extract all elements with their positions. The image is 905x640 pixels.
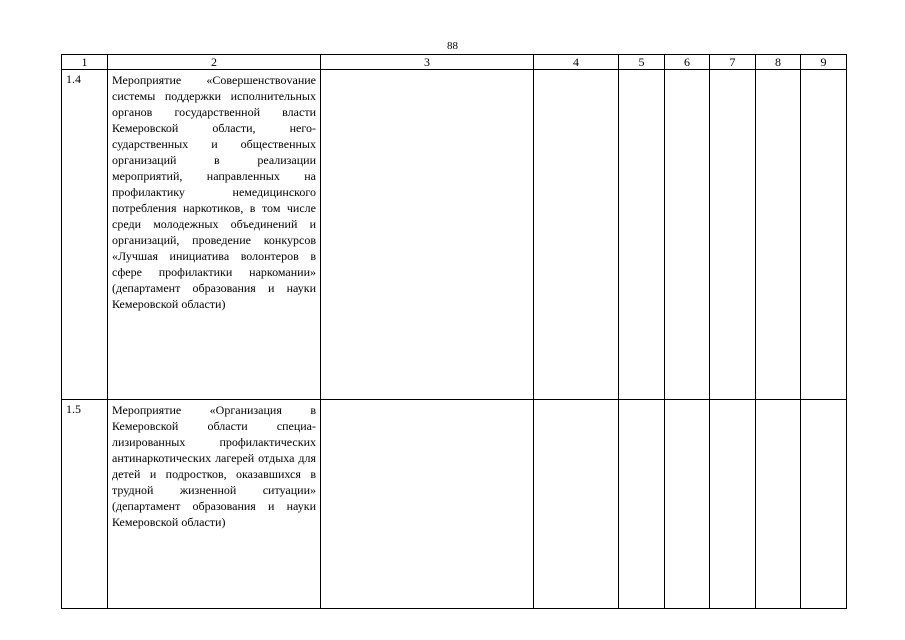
header-row xyxy=(62,55,847,70)
table-cell xyxy=(801,400,847,609)
row-description: Мероприятие «Организация в Кемеровской области специализированных профилактических антинаркотических лагерей отдыха для детей и подростков, оказавшихся в трудной жизненной ситуации» (департамент образования и науки Кемеровской области) xyxy=(108,400,321,609)
table-row xyxy=(62,400,847,609)
column-header-7: 7 xyxy=(710,55,756,70)
column-header-3: 3 xyxy=(321,55,534,70)
page-number: 88 xyxy=(447,40,458,52)
column-header-1: 1 xyxy=(62,55,108,70)
table-cell xyxy=(665,70,710,400)
column-header-2: 2 xyxy=(108,55,321,70)
column-header-4: 4 xyxy=(534,55,619,70)
column-header-8: 8 xyxy=(756,55,801,70)
row-number: 1.4 xyxy=(62,70,108,400)
table-cell xyxy=(801,70,847,400)
table-cell xyxy=(321,70,534,400)
table-cell xyxy=(619,70,665,400)
row-description: Мероприятие «Совершенствоvание системы поддержки исполнительных органов государственной власти Кемеровской области, негосударственных и общественных организаций в реализации мероприятий, направленных на профилактику немедицинского потребления наркотиков, в том числе среди молодежных объединений и организаций, проведение конкурсов «Лучшая инициатива волонтеров в сфере профилактики наркомании» (департамент образования и науки Кемеровской области) xyxy=(108,70,321,400)
measures-table xyxy=(61,54,847,609)
column-header-5: 5 xyxy=(619,55,665,70)
table-cell xyxy=(665,400,710,609)
table-cell xyxy=(619,400,665,609)
column-header-9: 9 xyxy=(801,55,847,70)
row-number: 1.5 xyxy=(62,400,108,609)
table-cell xyxy=(756,70,801,400)
table-cell xyxy=(534,70,619,400)
table-cell xyxy=(756,400,801,609)
table-cell xyxy=(710,400,756,609)
table-row xyxy=(62,70,847,400)
column-header-6: 6 xyxy=(665,55,710,70)
table-cell xyxy=(534,400,619,609)
table-cell xyxy=(710,70,756,400)
table-cell xyxy=(321,400,534,609)
